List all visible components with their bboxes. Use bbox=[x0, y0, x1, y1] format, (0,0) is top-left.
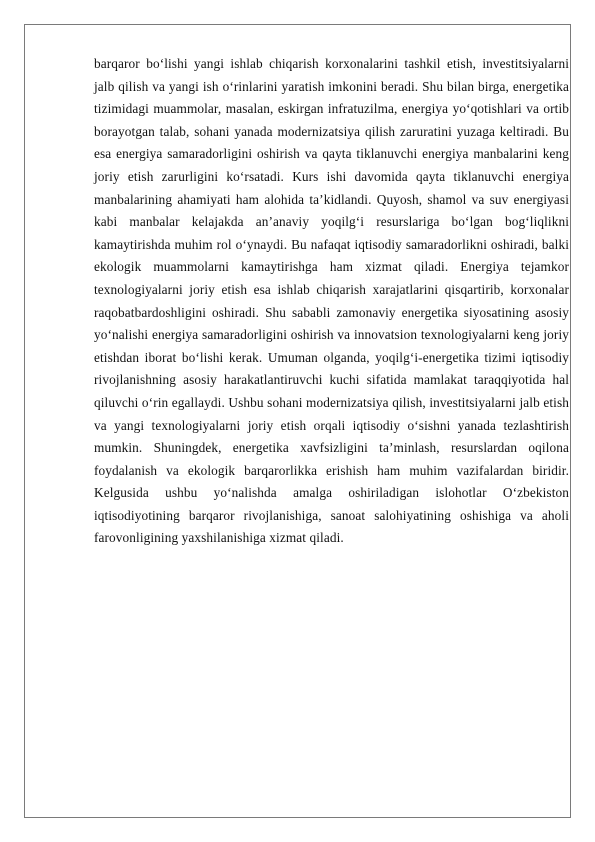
body-paragraph: barqaror bo‘lishi yangi ishlab chiqarish korxonalarini tashkil etish, investitsiyalarni jalb qilish va yangi ish o‘rinlarini yaratish imkonini beradi. Shu bilan birga, energetika tizimidagi muammolar, masalan, eskirgan infratuzilma, energiya yo‘qotishlari va ortib borayotgan talab, sohani yanada modernizatsiya qilish zaruratini yuzaga keltiradi. Bu esa energiya samaradorligini oshirish va qayta tiklanuvchi energiya manbalarini keng joriy etish zarurligini ko‘rsatadi. Kurs ishi davomida qayta tiklanuvchi energiya manbalarining ahamiyati ham alohida ta’kidlandi. Quyosh, shamol va suv energiyasi kabi manbalar kelajakda an’anaviy yoqilg‘i resurslariga bo‘lgan bog‘liqlikni kamaytirishda muhim rol o‘ynaydi. Bu nafaqat iqtisodiy samaradorlikni oshiradi, balki ekologik muammolarni kamaytirishga ham xizmat qiladi. Energiya tejamkor texnologiyalarni joriy etish esa ishlab chiqarish xarajatlarini qisqartirib, korxonalar raqobatbardoshligini oshiradi. Shu sababli zamonaviy energetika siyosatining asosiy yo‘nalishi energiya samaradorligini oshirish va innovatsion texnologiyalarni keng joriy etishdan iborat bo‘lishi kerak. Umuman olganda, yoqilg‘i-energetika tizimi iqtisodiy rivojlanishning asosiy harakatlantiruvchi kuchi sifatida mamlakat taraqqiyotida hal qiluvchi o‘rin egallaydi. Ushbu sohani modernizatsiya qilish, investitsiyalarni jalb etish va yangi texnologiyalarni joriy etish orqali iqtisodiy o‘sishni yanada tezlashtirish mumkin. Shuningdek, energetika xavfsizligini ta’minlash, resurslardan oqilona foydalanish va ekologik barqarorlikka erishish ham muhim vazifalardan biridir. Kelgusida ushbu yo‘nalishda amalga oshiriladigan islohotlar O‘zbekiston iqtisodiyotining barqaror rivojlanishiga, sanoat salohiyatining oshishiga va aholi farovonligining yaxshilanishiga xizmat qiladi. bbox=[94, 56, 569, 546]
